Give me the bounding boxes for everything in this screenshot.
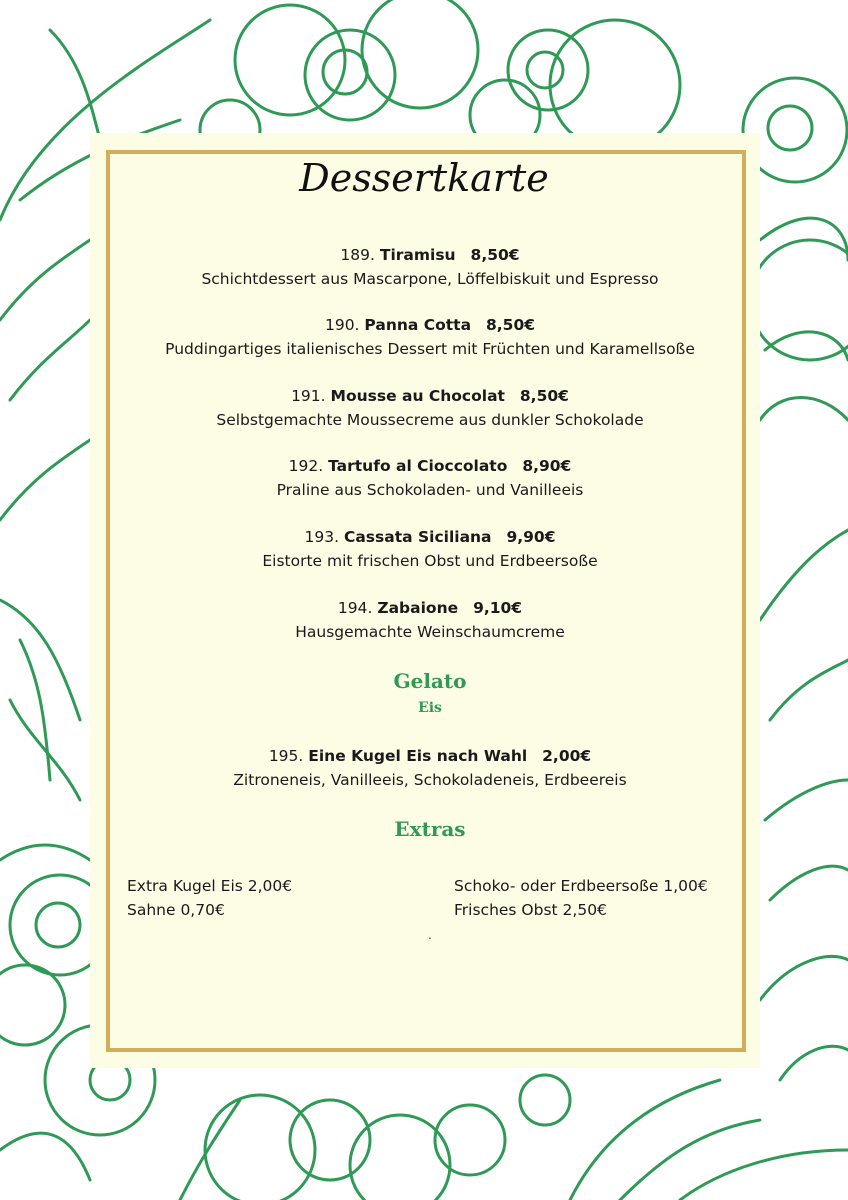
item-name: Zabaione	[377, 599, 459, 617]
item-description: Selbstgemachte Moussecreme aus dunkler Schokolade	[216, 411, 644, 429]
item-price: 9,90€	[506, 528, 556, 546]
item-price: 8,50€	[470, 246, 520, 264]
dessert-item	[0, 454, 848, 502]
item-price: 8,50€	[486, 316, 536, 334]
item-number: 191.	[291, 387, 326, 405]
item-name: Mousse au Chocolat	[330, 387, 505, 405]
item-description: Puddingartiges italienisches Dessert mit Früchten und Karamellsoße	[165, 340, 695, 358]
item-description: Praline aus Schokoladen- und Vanilleeis	[276, 481, 584, 499]
item-description: Zitroneneis, Vanilleeis, Schokoladeneis, Erdbeereis	[233, 771, 627, 789]
section-subheading-eis: Eis	[418, 700, 442, 716]
item-description: Hausgemachte Weinschaumcreme	[295, 623, 565, 641]
extras-left-column	[127, 874, 292, 922]
item-number: 193.	[304, 528, 340, 546]
item-number: 195.	[268, 747, 304, 765]
dessert-item	[0, 243, 848, 291]
item-number: 189.	[340, 246, 375, 264]
item-name: Cassata Siciliana	[343, 528, 492, 546]
extra-item: Schoko- oder Erdbeersoße 1,00€	[454, 877, 708, 895]
extra-item: Frisches Obst 2,50€	[454, 901, 607, 919]
dessert-item	[0, 525, 848, 573]
item-price: 8,90€	[522, 457, 572, 475]
item-number: 190.	[324, 316, 360, 334]
section-heading-extras: Extras	[394, 817, 466, 841]
item-price: 8,50€	[519, 387, 569, 405]
item-description: Eistorte mit frischen Obst und Erdbeersoße	[262, 552, 598, 570]
extra-item: Sahne 0,70€	[127, 901, 225, 919]
item-description: Schichtdessert aus Mascarpone, Löffelbiskuit und Espresso	[201, 270, 659, 288]
extra-item: Extra Kugel Eis 2,00€	[127, 877, 293, 895]
item-name: Tiramisu	[379, 246, 456, 264]
item-name: Panna Cotta	[364, 316, 472, 334]
dessert-item	[0, 596, 848, 644]
gelato-item	[0, 744, 848, 792]
item-name: Tartufo al Cioccolato	[328, 457, 508, 475]
item-name: Eine Kugel Eis nach Wahl	[308, 747, 528, 765]
item-number: 192.	[288, 457, 324, 475]
item-price: 2,00€	[542, 747, 592, 765]
item-number: 194.	[337, 599, 373, 617]
extras-right-column	[454, 874, 708, 922]
dessert-item	[0, 384, 848, 432]
section-heading-gelato: Gelato	[393, 669, 467, 693]
menu-title: Dessertkarte	[299, 156, 549, 200]
stray-dot: .	[428, 928, 432, 942]
item-price: 9,10€	[473, 599, 523, 617]
dessert-item	[0, 313, 848, 361]
